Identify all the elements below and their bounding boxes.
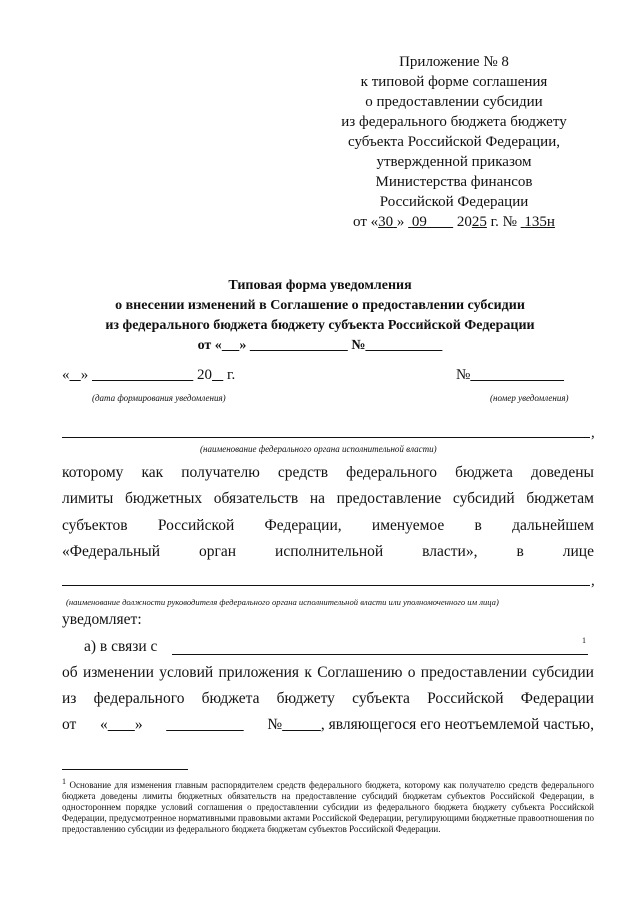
- order-day: 30: [378, 214, 394, 230]
- footnote-mark: 1: [62, 777, 66, 786]
- appendix-line: Приложение № 8: [399, 54, 509, 70]
- federal-organ-caption: (наименование федерального органа исполнительной власти): [200, 444, 437, 454]
- paragraph-1-row: которому как получателю средств федерального бюджета доведены: [62, 464, 594, 481]
- paragraph-1-row: лимиты бюджетных обязательств на предоставление субсидий бюджетам: [62, 490, 594, 507]
- federal-organ-input-line[interactable]: [62, 437, 590, 438]
- comma: ,: [591, 573, 595, 589]
- order-number: 135н: [524, 214, 555, 230]
- order-reference: от «30 » 09 2025 г. № 135н: [353, 214, 555, 230]
- paragraph-1-row: субъектов Российской Федерации, именуемое в дальнейшем: [62, 517, 594, 534]
- order-year: 25: [471, 214, 487, 230]
- paragraph-2-row: от « » № , являющегося его неотъемлемой частью,: [62, 716, 594, 733]
- title-line: Типовая форма уведомления: [228, 278, 412, 293]
- date-caption: (дата формирования уведомления): [92, 393, 226, 403]
- paragraph-1-row: «Федеральный орган исполнительной власти», в лице: [62, 543, 594, 560]
- footnote-separator: [62, 769, 188, 770]
- appendix-line: Российской Федерации: [379, 194, 529, 210]
- footnote-text: Основание для изменения главным распорядителем средств федерального бюджета, которому как получателю средств федерального бюджета доведены лимиты бюджетных обязательств на предоставление субсидий бюджетам субъектов Российской Федерации, в одностороннем порядке условий соглашения о предоставлении субсидии из федерального бюджета бюджету субъекта Российской Федерации, предусмотренное нормативными правовыми актами Российской Федерации, регулирующими бюджетные правоотношения по предоставлению субсидии из федерального бюджета бюджетам субъектов Российской Федерации.: [62, 780, 594, 834]
- reason-input-line[interactable]: [172, 654, 588, 655]
- footnote: [62, 776, 594, 835]
- footnote-reference: 1: [582, 636, 586, 645]
- comma: ,: [591, 425, 595, 441]
- appendix-line: к типовой форме соглашения: [360, 74, 548, 90]
- title-line: о внесении изменений в Соглашение о предоставлении субсидии: [115, 298, 525, 313]
- notification-date-field[interactable]: « » 20 г.: [62, 367, 236, 383]
- appendix-header: [330, 52, 578, 232]
- appendix-line: из федерального бюджета бюджету: [341, 114, 567, 130]
- notification-number-field[interactable]: №: [456, 367, 471, 383]
- head-caption: (наименование должности руководителя федерального органа исполнительной власти или уполномоченного им лица): [66, 597, 499, 607]
- item-a-label: а) в связи с: [84, 638, 158, 655]
- number-caption: (номер уведомления): [490, 393, 569, 403]
- appendix-line: Министерства финансов: [375, 174, 533, 190]
- title-line: из федерального бюджета бюджету субъекта Российской Федерации: [105, 318, 535, 333]
- appendix-line: утвержденной приказом: [376, 154, 532, 170]
- appendix-line: о предоставлении субсидии: [365, 94, 543, 110]
- agreement-number-line[interactable]: [282, 716, 321, 733]
- appendix-line: субъекта Российской Федерации,: [348, 134, 560, 150]
- notifies-label: уведомляет:: [62, 611, 142, 628]
- order-month: 09: [411, 214, 427, 230]
- paragraph-2-row: из федерального бюджета бюджету субъекта Российской Федерации: [62, 690, 594, 707]
- form-title: [62, 276, 578, 356]
- head-position-input-line[interactable]: [62, 585, 590, 586]
- paragraph-2-row: об изменении условий приложения к Соглашению о предоставлении субсидии: [62, 664, 594, 681]
- title-date-line: от « » №: [197, 338, 366, 353]
- agreement-date-line[interactable]: [166, 716, 244, 733]
